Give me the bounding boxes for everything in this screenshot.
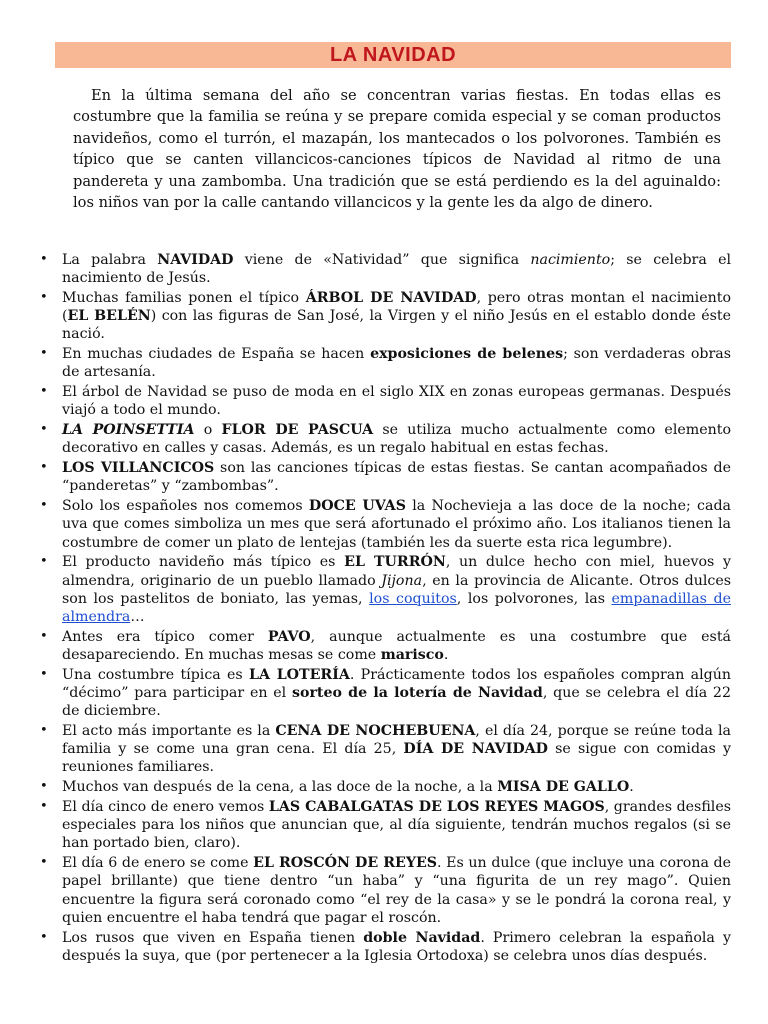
intro-paragraph	[73, 85, 721, 213]
list-item: • Muchos van después de la cena, a las doce de la noche, a la MISA DE GALLO.	[62, 778, 731, 796]
list-item: • LOS VILLANCICOS son las canciones típicas de estas fiestas. Se cantan acompañados de “panderetas” y “zambombas”.	[62, 459, 731, 495]
title-banner	[55, 42, 731, 68]
list-item: • LA POINSETTIA o FLOR DE PASCUA se utiliza mucho actualmente como elemento decorativo en calles y casas. Además, es un regalo habitual en estas fechas.	[62, 421, 731, 457]
list-item: • El día cinco de enero vemos LAS CABALGATAS DE LOS REYES MAGOS, grandes desfiles especiales para los niños que anuncian que, al día siguiente, tendrán muchos regalos (si se han portado bien, claro).	[62, 798, 731, 853]
list-item: • Antes era típico comer PAVO, aunque actualmente es una costumbre que está desapareciendo. En muchas mesas se come marisco.	[62, 628, 731, 664]
list-item: • El producto navideño más típico es EL TURRÓN, un dulce hecho con miel, huevos y almendra, originario de un pueblo llamado Jijona, en la provincia de Alicante. Otros dulces son los pastelitos de boniato, las yemas, los coquitos, los polvorones, las empanadillas de almendra…	[62, 553, 731, 626]
list-item: • El acto más importante es la CENA DE NOCHEBUENA, el día 24, porque se reúne toda la familia y se come una gran cena. El día 25, DÍA DE NAVIDAD se sigue con comidas y reuniones familiares.	[62, 722, 731, 777]
list-item: • Muchas familias ponen el típico ÁRBOL DE NAVIDAD, pero otras montan el nacimiento (EL BELÉN) con las figuras de San José, la Virgen y el niño Jesús en el establo donde éste nació.	[62, 289, 731, 344]
list-item: • Una costumbre típica es LA LOTERÍA. Prácticamente todos los españoles compran algún “décimo” para participar en el sorteo de la lotería de Navidad, que se celebra el día 22 de diciembre.	[62, 666, 731, 721]
link-los-coquitos[interactable]: los coquitos	[369, 590, 457, 607]
list-item: • El día 6 de enero se come EL ROSCÓN DE REYES. Es un dulce (que incluye una corona de papel brillante) que tiene dentro “un haba” y “una figurita de un rey mago”. Quien encuentre la figura será coronado como “el rey de la casa» y se le pondrá la corona real, y quien encuentre el haba tendrá que pagar el roscón.	[62, 854, 731, 927]
link-empanadillas-de-almendra[interactable]: empanadillas de almendra	[62, 590, 731, 626]
list-item: • El árbol de Navidad se puso de moda en el siglo XIX en zonas europeas germanas. Después viajó a todo el mundo.	[62, 383, 731, 419]
intro-text: En la última semana del año se concentran varias fiestas. En todas ellas es costumbre que la familia se reúna y se prepare comida especial y se coman productos navideños, como el turrón, el mazapán, los mantecados o los polvorones. También es típico que se canten villancicos-canciones típicos de Navidad al ritmo de una pandereta y una zambomba. Una tradición que se está perdiendo es la del aguinaldo: los niños van por la calle cantando villancicos y la gente les da algo de dinero.	[73, 87, 721, 212]
facts-list	[62, 251, 731, 967]
list-item: • Los rusos que viven en España tienen doble Navidad. Primero celebran la española y después la suya, que (por pertenecer a la Iglesia Ortodoxa) se celebra unos días después.	[62, 929, 731, 965]
list-item: • Solo los españoles nos comemos DOCE UVAS la Nochevieja a las doce de la noche; cada uva que comes simboliza un mes que será afortunado el próximo año. Los italianos tienen la costumbre de comer un plato de lentejas (también les da suerte esta rica legumbre).	[62, 497, 731, 552]
list-item: • En muchas ciudades de España se hacen exposiciones de belenes; son verdaderas obras de artesanía.	[62, 345, 731, 381]
list-item: • La palabra NAVIDAD viene de «Natividad” que significa nacimiento; se celebra el nacimiento de Jesús.	[62, 251, 731, 287]
page-title: LA NAVIDAD	[329, 43, 457, 66]
